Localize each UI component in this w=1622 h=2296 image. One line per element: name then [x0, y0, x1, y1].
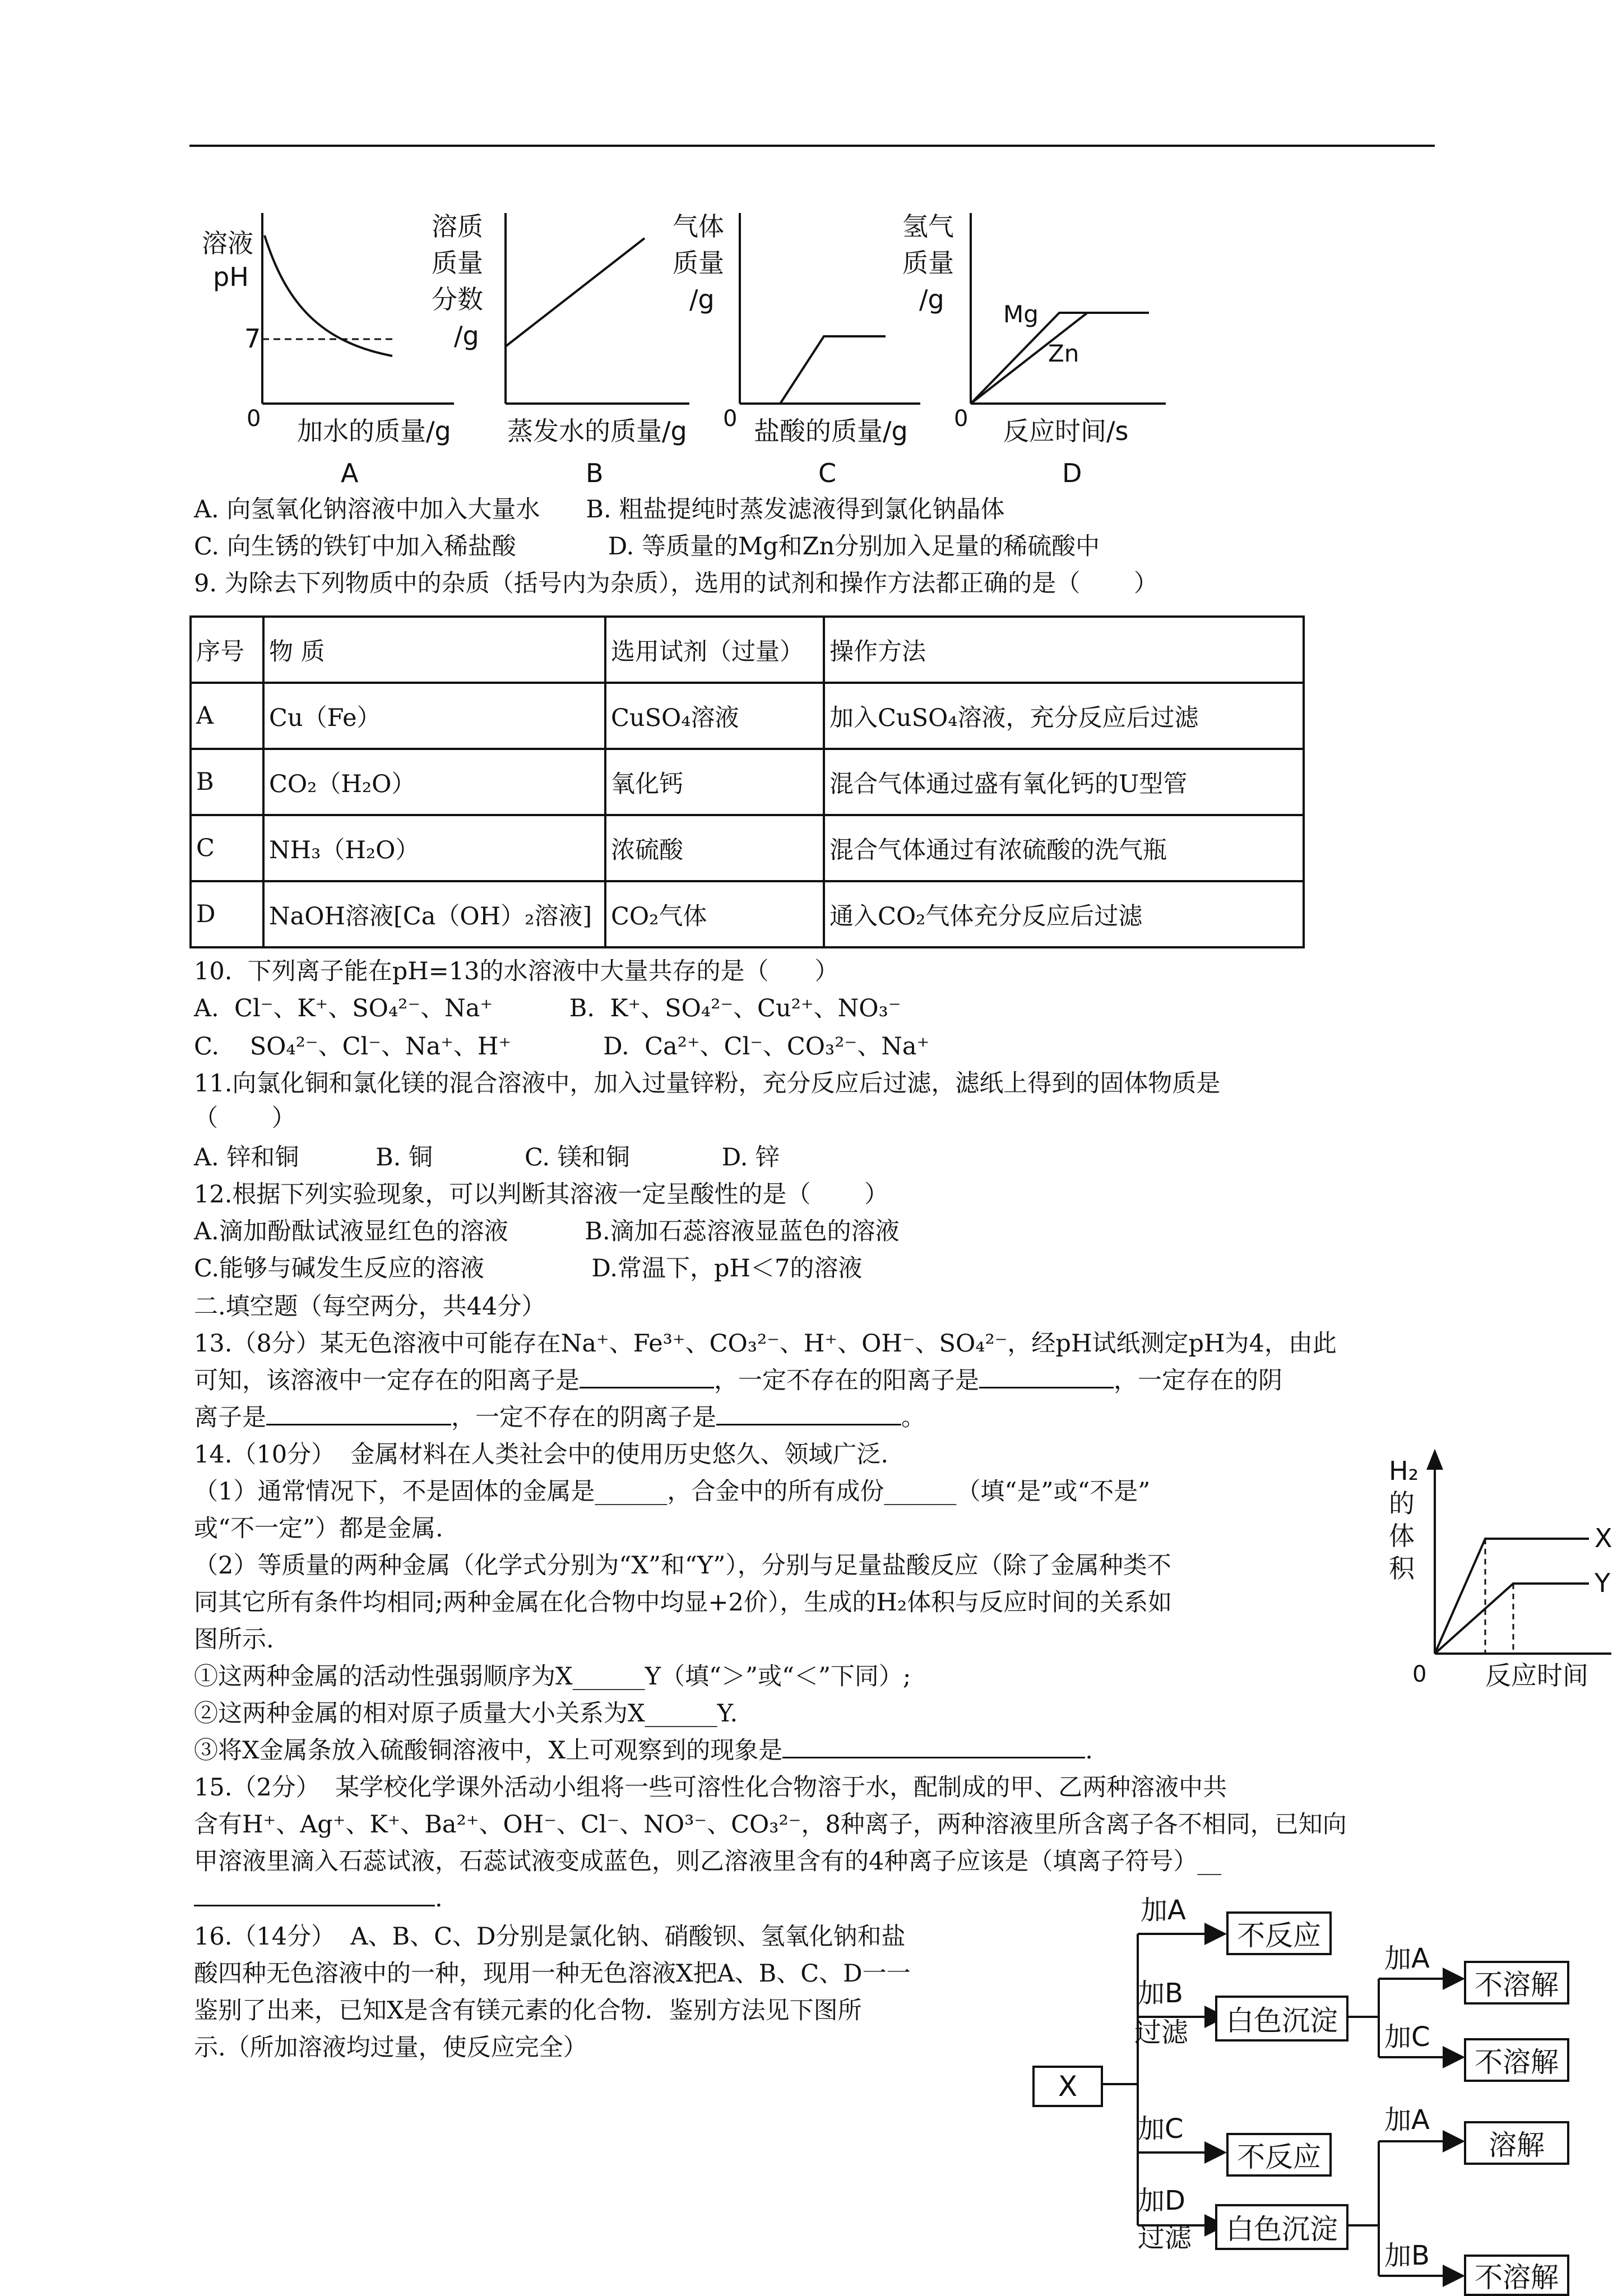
q12-options-line2: C.能够与碱发生反应的溶液 D.常温下，pH＜7的溶液: [194, 1255, 863, 1283]
table-cell: 加入CuSO₄溶液，充分反应后过滤: [824, 683, 1304, 749]
graph-d-ylabel-1: 氢气: [902, 211, 954, 242]
flow-label-add-a-2: 加A: [1384, 1943, 1430, 1974]
table-cell: NaOH溶液[Ca（OH）₂溶液]: [263, 881, 605, 947]
q10-stem: 10. 下列离子能在pH=13的水溶液中大量共存的是（ ）: [194, 957, 839, 985]
table-cell: A: [191, 683, 263, 749]
q16-line2: 酸四种无色溶液中的一种，现用一种无色溶液X把A、B、C、D一一: [194, 1960, 911, 1988]
graph-b-ylabel-3: 分数: [432, 284, 483, 314]
flow-label-filter-2: 过滤: [1138, 2222, 1192, 2253]
flow-label-add-b-3: 加B: [1384, 2240, 1430, 2271]
q14-line5: 同其它所有条件均相同;两种金属在化合物中均显+2价），生成的H₂体积与反应时间的关系如: [194, 1589, 1173, 1617]
q13-line1: 13.（8分）某无色溶液中可能存在Na⁺、Fe³⁺、CO₃²⁻、H⁺、OH⁻、SO₄²⁻，经pH试纸测定pH为4，由此: [194, 1330, 1337, 1358]
q14-blank-phenomenon[interactable]: [782, 1732, 1085, 1758]
q14-line9: [194, 1732, 1093, 1769]
flow-node-x: X: [1032, 2066, 1103, 2107]
q13-blank-cation-present[interactable]: [580, 1362, 714, 1388]
table-header-row: [191, 617, 1304, 683]
flow-node-white-precipitate-2: 白色沉淀: [1215, 2204, 1348, 2250]
q14-graph-xlabel: 反应时间: [1485, 1660, 1588, 1691]
graph-d-mg-label: Mg: [1003, 300, 1039, 328]
table-cell: 混合气体通过有浓硫酸的洗气瓶: [824, 815, 1304, 881]
graph-d-xlabel: 反应时间/s: [1003, 416, 1129, 446]
q15-line3: 甲溶液里滴入石蕊试液，石蕊试液变成蓝色，则乙溶液里含有的4种离子应该是（填离子符号）__: [194, 1848, 1222, 1876]
flow-label-add-c: 加C: [1138, 2113, 1184, 2145]
table-row: [191, 683, 1304, 749]
q8-options-line1: A. 向氢氧化钠溶液中加入大量水 B. 粗盐提纯时蒸发滤液得到氯化钠晶体: [194, 496, 1005, 524]
graph-d-ylabel-3: /g: [919, 284, 944, 314]
graph-b-xlabel: 蒸发水的质量/g: [507, 416, 687, 446]
graph-b-line: [506, 238, 645, 346]
q14-line7: ①这两种金属的活动性强弱顺序为X______Y（填“＞”或“＜”下同）;: [194, 1663, 911, 1691]
q14-line3: 或“不一定”）都是金属.: [194, 1515, 443, 1543]
flow-label-add-a-3: 加A: [1384, 2104, 1430, 2136]
flow-node-insoluble-3: 不溶解: [1464, 2255, 1569, 2296]
flow-label-add-a: 加A: [1141, 1895, 1186, 1926]
flow-node-no-reaction-2: 不反应: [1226, 2133, 1332, 2177]
q14-line1: 14.（10分） 金属材料在人类社会中的使用历史悠久、领域广泛.: [194, 1441, 889, 1469]
q13-blank-anion-present[interactable]: [266, 1399, 451, 1425]
graph-c-ylabel-2: 质量: [673, 248, 724, 278]
graph-c-line: [780, 336, 886, 404]
graph-c-ylabel-3: /g: [689, 284, 715, 314]
table-cell: 氧化钙: [605, 749, 824, 815]
flow-label-add-b: 加B: [1138, 1978, 1183, 2009]
graph-b-ylabel-1: 溶质: [432, 211, 483, 242]
section-title: 二.填空题（每空两分，共44分）: [194, 1293, 546, 1321]
q13-line3: [194, 1399, 925, 1436]
q15-line1: 15.（2分） 某学校化学课外活动小组将一些可溶性化合物溶于水，配制成的甲、乙两种溶液中共: [194, 1774, 1227, 1802]
flow-node-white-precipitate-1: 白色沉淀: [1215, 1996, 1348, 2042]
table-cell: NH₃（H₂O）: [263, 815, 605, 881]
q14-text: .: [1085, 1737, 1093, 1765]
q14-line6: 图所示.: [194, 1626, 274, 1654]
q13-text: ，一定不存在的阳离子是: [714, 1367, 979, 1395]
q14-graph-origin: 0: [1412, 1661, 1427, 1687]
table-cell: 混合气体通过盛有氧化钙的U型管: [824, 749, 1304, 815]
table-cell: C: [191, 815, 263, 881]
flow-node-dissolve: 溶解: [1464, 2121, 1569, 2165]
graph-b-letter: B: [586, 458, 604, 488]
table-header-cell: 操作方法: [824, 617, 1304, 683]
q8-options-line2: C. 向生锈的铁钉中加入稀盐酸 D. 等质量的Mg和Zn分别加入足量的稀硫酸中: [194, 533, 1100, 561]
table-cell: CO₂（H₂O）: [263, 749, 605, 815]
q13-blank-anion-absent[interactable]: [716, 1399, 901, 1425]
q13-text: ，一定不存在的阴离子是: [451, 1404, 716, 1432]
q12-options-line1: A.滴加酚酞试液显红色的溶液 B.滴加石蕊溶液显蓝色的溶液: [194, 1218, 900, 1246]
q10-options-line1: A. Cl⁻、K⁺、SO₄²⁻、Na⁺ B. K⁺、SO₄²⁻、Cu²⁺、NO₃⁻: [194, 994, 901, 1022]
flow-node-no-reaction-1: 不反应: [1226, 1911, 1332, 1955]
q9-table: [189, 615, 1305, 948]
q14-graph-ylabel-3: 体: [1389, 1521, 1415, 1551]
graph-d-origin: 0: [954, 406, 968, 432]
graph-a-letter: A: [341, 458, 359, 488]
graph-a-xlabel: 加水的质量/g: [297, 416, 451, 446]
q15-text: .: [435, 1885, 443, 1913]
table-cell: 通入CO₂气体充分反应后过滤: [824, 881, 1304, 947]
q14-graph-x-label: X: [1595, 1523, 1612, 1553]
table-row: [191, 881, 1304, 947]
q11-stem: 11.向氯化铜和氯化镁的混合溶液中，加入过量锌粉，充分反应后过滤，滤纸上得到的固体物质是: [194, 1070, 1221, 1098]
q13-text: 。: [901, 1404, 925, 1432]
q16-line1: 16.（14分） A、B、C、D分别是氯化钠、硝酸钡、氢氧化钠和盐: [194, 1923, 906, 1951]
graph-a-ref-value: 7: [244, 323, 261, 354]
q12-stem: 12.根据下列实验现象，可以判断其溶液一定呈酸性的是（ ）: [194, 1181, 889, 1209]
flow-label-add-c-2: 加C: [1384, 2021, 1430, 2053]
table-cell: B: [191, 749, 263, 815]
q14-graph-y-line: [1435, 1584, 1589, 1654]
q14-graph-y-label: Y: [1595, 1568, 1611, 1598]
graph-d-letter: D: [1062, 458, 1082, 488]
table-row: [191, 815, 1304, 881]
q14-graph-ylabel-1: H₂: [1389, 1456, 1419, 1486]
table-cell: 浓硫酸: [605, 815, 824, 881]
q13-line2: [194, 1362, 1282, 1399]
q15-line4: [194, 1880, 443, 1917]
table-cell: D: [191, 881, 263, 947]
q14-text: ③将X金属条放入硫酸铜溶液中，X上可观察到的现象是: [194, 1737, 783, 1765]
q16-line3: 鉴别了出来，已知X是含有镁元素的化合物．鉴别方法见下图所: [194, 1997, 862, 2025]
graph-a-origin: 0: [247, 406, 261, 432]
q14-line2: （1）通常情况下，不是固体的金属是______，合金中的所有成份______（填“是”或“不是”: [194, 1478, 1151, 1506]
graph-d-ylabel-2: 质量: [902, 248, 954, 278]
flow-label-filter-1: 过滤: [1134, 2017, 1189, 2048]
flow-node-insoluble-2: 不溶解: [1464, 2038, 1569, 2082]
header-rule: [189, 145, 1435, 147]
graph-a-ylabel-1: 溶液: [202, 228, 253, 258]
q13-text: 离子是: [194, 1404, 266, 1432]
q14-line8: ②这两种金属的相对原子质量大小关系为X______Y.: [194, 1700, 738, 1728]
q15-line2: 含有H⁺、Ag⁺、K⁺、Ba²⁺、OH⁻、Cl⁻、NO³⁻、CO₃²⁻，8种离子，两种溶液里所含离子各不相同，已知向: [194, 1811, 1347, 1839]
flow-node-insoluble-1: 不溶解: [1464, 1961, 1569, 2005]
flow-label-add-d: 加D: [1138, 2185, 1185, 2216]
graph-c-letter: C: [818, 458, 837, 488]
q14-graph: [1373, 1446, 1620, 1704]
q16-line4: 示.（所加溶液均过量，使反应完全）: [194, 2034, 587, 2062]
q8-graphs: [191, 202, 1199, 504]
graph-c-origin: 0: [723, 406, 738, 432]
graph-a-curve: [265, 235, 392, 356]
graph-b-ylabel-4: /g: [454, 321, 479, 351]
q15-blank-ions[interactable]: [194, 1880, 435, 1906]
q13-blank-cation-absent[interactable]: [979, 1362, 1114, 1388]
table-cell: Cu（Fe）: [263, 683, 605, 749]
q13-text: 可知，该溶液中一定存在的阳离子是: [194, 1367, 580, 1395]
graph-b-ylabel-2: 质量: [432, 248, 483, 278]
q9-stem: 9. 为除去下列物质中的杂质（括号内为杂质），选用的试剂和操作方法都正确的是（ ）: [194, 570, 1158, 598]
q13-text: ，一定存在的阴: [1114, 1367, 1282, 1395]
table-cell: CO₂气体: [605, 881, 824, 947]
q11-options: A. 锌和铜 B. 铜 C. 镁和铜 D. 锌: [194, 1144, 780, 1172]
table-cell: CuSO₄溶液: [605, 683, 824, 749]
q14-line4: （2）等质量的两种金属（化学式分别为“X”和“Y”），分别与足量盐酸反应（除了金属种类不: [194, 1552, 1171, 1580]
q10-options-line2: C. SO₄²⁻、Cl⁻、Na⁺、H⁺ D. Ca²⁺、Cl⁻、CO₃²⁻、Na⁺: [194, 1033, 930, 1061]
graph-c-xlabel: 盐酸的质量/g: [754, 416, 908, 446]
table-row: [191, 749, 1304, 815]
table-header-cell: 物 质: [263, 617, 605, 683]
table-header-cell: 选用试剂（过量）: [605, 617, 824, 683]
table-header-cell: 序号: [191, 617, 263, 683]
q14-graph-x-line: [1435, 1539, 1589, 1654]
graph-c-ylabel-1: 气体: [673, 211, 724, 242]
graph-a-ylabel-2: pH: [213, 262, 249, 292]
q14-graph-ylabel-4: 积: [1389, 1553, 1415, 1584]
q14-graph-ylabel-2: 的: [1389, 1488, 1415, 1519]
q14-graph-y-arrow: [1428, 1452, 1442, 1469]
graph-d-zn-label: Zn: [1048, 340, 1079, 367]
q11-paren: （ ）: [194, 1104, 296, 1132]
